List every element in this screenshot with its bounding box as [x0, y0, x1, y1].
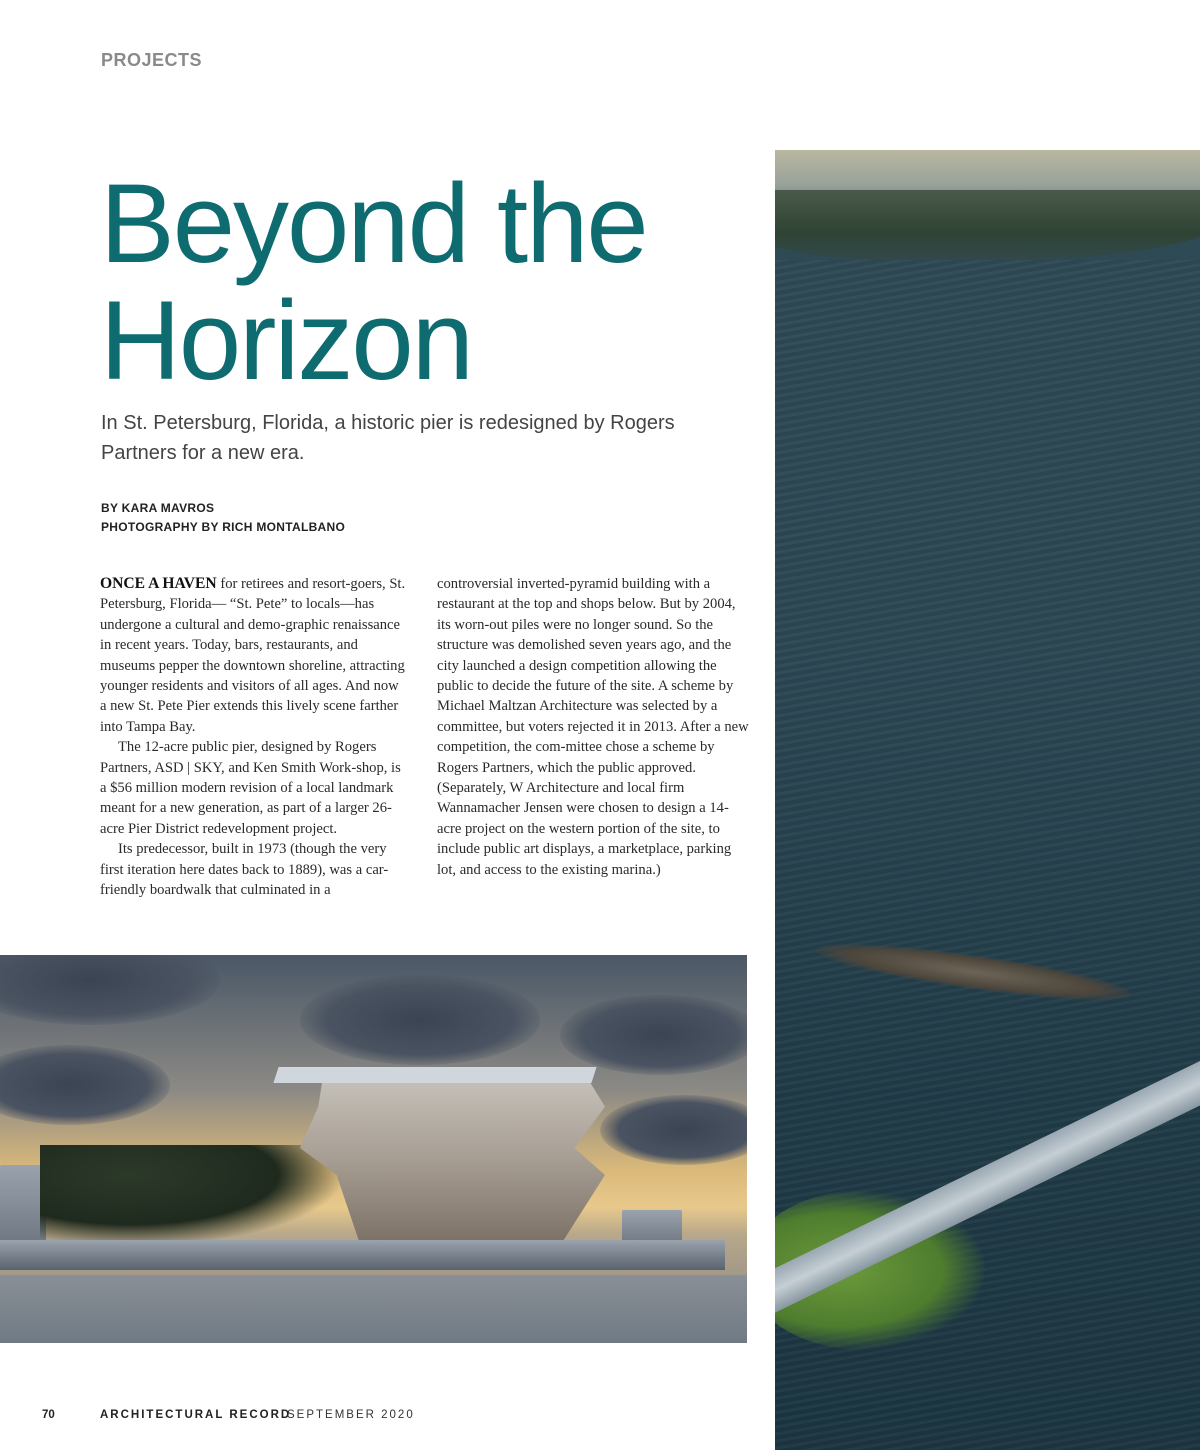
aerial-photo [775, 150, 1200, 1450]
cloud [600, 1095, 747, 1165]
body-column-2 [437, 574, 749, 880]
body-paragraph-1 [100, 574, 406, 737]
page-number: 70 [42, 1409, 55, 1421]
issue-date: SEPTEMBER 2020 [287, 1409, 415, 1421]
author-credit: BY KARA MAVROS [101, 501, 215, 515]
cloud [300, 975, 540, 1065]
bay-water [0, 1275, 747, 1343]
headline [100, 161, 760, 403]
body-paragraph-2: The 12-acre public pier, designed by Rogers Partners, ASD | SKY, and Ken Smith Work-shop, is a $56 million modern revision of a local landmark meant for a new generation, as part of a larger 26-acre Pier District redevelopment project. [100, 739, 401, 837]
body-paragraph-3: Its predecessor, built in 1973 (though the very first iteration here dates back to 1889), was a car-friendly boardwalk that culminated in a [100, 841, 389, 899]
headline-line-1: Beyond the [100, 161, 647, 286]
pier-building-roof [273, 1067, 596, 1083]
headline-line-2: Horizon [100, 278, 472, 403]
body-paragraph-3-continued: controversial inverted-pyramid building with a restaurant at the top and shops below. But by 2004, its worn-out piles were no longer sound. So the structure was demolished seven years ago, and the city launched a design competition allowing the public to decide the future of the site. A scheme by Michael Maltzan Architecture was selected by a committee, but voters rejected it in 2013. After a new competition, the com-mittee chose a scheme by Rogers Partners, which the public approved. (Separately, W Architecture and local firm Wannamacher Jensen were chosen to design a 14-acre project on the western portion of the site, to include public art displays, a marketplace, parking lot, and access to the existing marina.) [437, 576, 749, 878]
pier-sunset-photo [0, 955, 747, 1343]
section-label: PROJECTS [101, 50, 203, 70]
cloud [0, 955, 220, 1025]
body-paragraph-1-text: for retirees and resort-goers, St. Petersburg, Florida— “St. Pete” to locals—has undergone a cultural and demo-graphic renaissance in recent years. Today, bars, restaurants, and museums pepper the downtown shoreline, attracting younger residents and visitors of all ages. And now a new St. Pete Pier extends this lively scene farther into Tampa Bay. [100, 576, 406, 735]
aerial-shoreline [775, 190, 1200, 260]
pier-building [300, 1067, 605, 1247]
lead-in: ONCE A HAVEN [100, 575, 217, 592]
cloud [0, 1045, 170, 1125]
byline [101, 499, 345, 537]
cloud [560, 995, 747, 1075]
photo-credit: PHOTOGRAPHY BY RICH MONTALBANO [101, 520, 346, 534]
body-column-1 [100, 574, 406, 901]
palm-trees [40, 1145, 340, 1245]
dek: In St. Petersburg, Florida, a historic pier is redesigned by Rogers Partners for a new era. [101, 412, 675, 464]
pier-deck [0, 1240, 725, 1270]
magazine-name: ARCHITECTURAL RECORD [100, 1409, 292, 1421]
folio [42, 1409, 415, 1421]
